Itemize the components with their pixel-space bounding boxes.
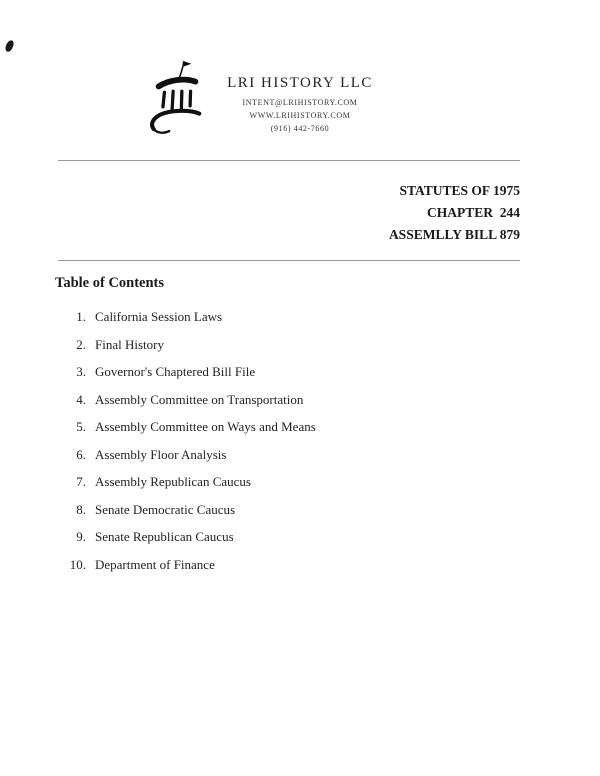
toc-item-number: 6.: [76, 446, 86, 462]
company-phone: (916) 442-7660: [270, 124, 330, 133]
toc-item: [58, 309, 560, 325]
company-website: WWW.LRIHISTORY.COM: [249, 111, 351, 120]
scan-artifact: [4, 39, 14, 53]
toc-item-number: 4.: [76, 391, 86, 407]
toc-item: [58, 502, 560, 518]
toc-item: [58, 419, 560, 435]
statutes-chapter: CHAPTER 244: [426, 205, 520, 220]
company-name: LRI HISTORY LLC: [227, 75, 373, 91]
toc-item-label: Assembly Republican Caucus: [95, 474, 251, 489]
toc-item-label: California Session Laws: [95, 309, 223, 324]
toc-item-label: Department of Finance: [95, 556, 215, 572]
divider-top: [58, 160, 520, 161]
statutes-year: STATUTES OF 1975: [399, 183, 520, 198]
toc-item-number: 3.: [76, 364, 86, 379]
letterhead: [0, 76, 600, 138]
toc-item: [58, 337, 560, 353]
toc-item-label: Assembly Floor Analysis: [95, 446, 227, 462]
toc-item-label: Senate Republican Caucus: [95, 529, 234, 544]
toc-item: [58, 529, 560, 545]
toc-heading: Table of Contents: [55, 275, 165, 291]
divider-bottom: [58, 260, 520, 261]
toc-item-number: 1.: [76, 309, 86, 324]
statutes-block: [389, 180, 520, 246]
toc-item-number: 5.: [76, 419, 86, 434]
toc-item: [58, 557, 560, 573]
toc-item: [58, 392, 560, 408]
toc-item: [58, 364, 560, 380]
statutes-bill: ASSEMLLY BILL 879: [388, 227, 520, 242]
toc-item-number: 10.: [69, 556, 86, 572]
toc-item-label: Assembly Committee on Transportation: [95, 391, 304, 407]
toc-item-number: 7.: [76, 474, 86, 489]
toc-item-label: Senate Democratic Caucus: [95, 501, 236, 517]
toc-item-label: Governor's Chaptered Bill File: [95, 364, 256, 379]
toc-item: [58, 447, 560, 463]
toc-item: [58, 474, 560, 490]
toc-item-number: 2.: [76, 336, 86, 352]
toc-item-number: 9.: [76, 529, 86, 544]
toc-list: [58, 309, 560, 584]
company-email: INTENT@LRIHISTORY.COM: [242, 98, 358, 107]
toc-item-number: 8.: [76, 501, 86, 517]
toc-item-label: Final History: [95, 336, 164, 352]
toc-item-label: Assembly Committee on Ways and Means: [95, 419, 316, 434]
